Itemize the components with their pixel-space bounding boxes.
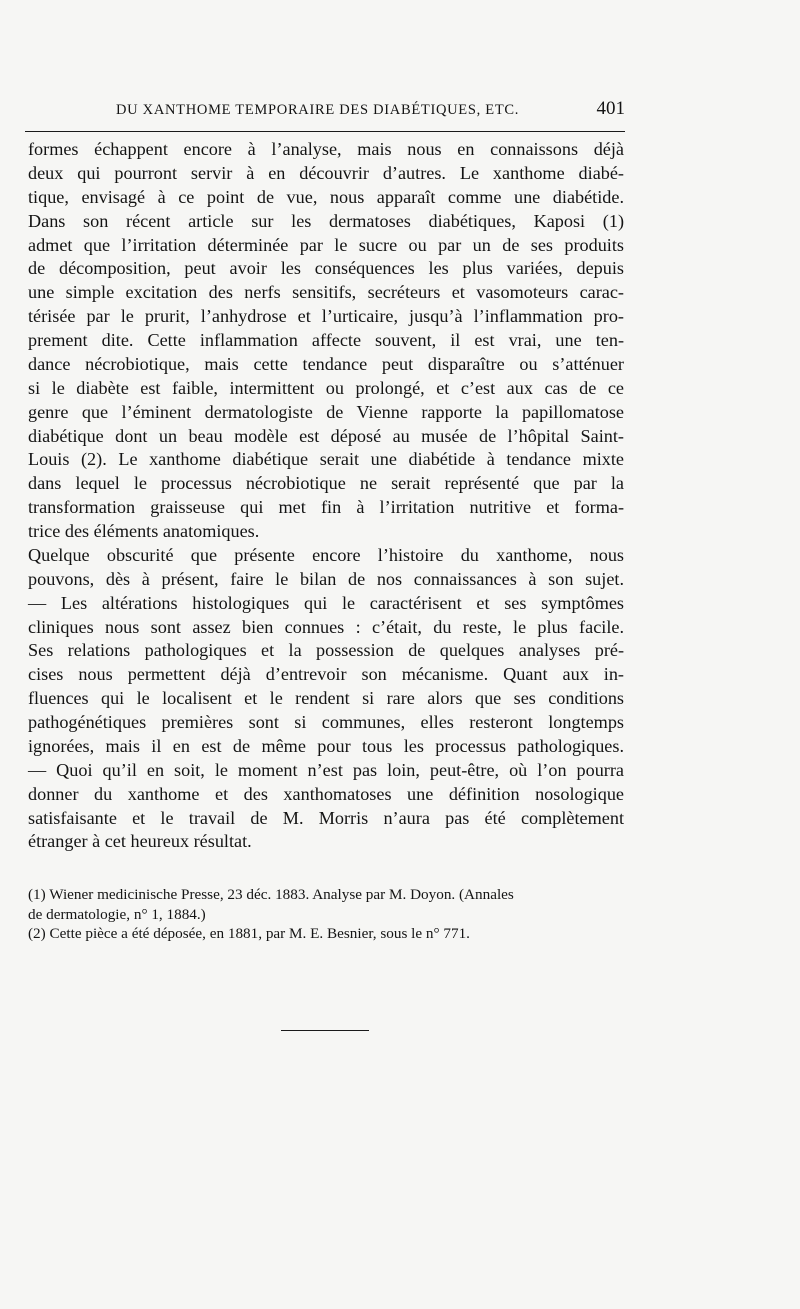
- text-line: deux qui pourront servir à en découvrir d’autres. Le xanthome diabé-: [28, 162, 624, 183]
- text-line: térisée par le prurit, l’anhydrose et l’urticaire, jusqu’à l’inflammation pro-: [28, 306, 624, 327]
- text-line: ignorées, mais il en est de même pour tous les processus pathologiques.: [28, 735, 624, 756]
- text-line: — Les altérations histologiques qui le caractérisent et ses symptômes: [28, 592, 624, 613]
- text-line: trice des éléments anatomiques.: [28, 521, 260, 541]
- text-line: formes échappent encore à l’analyse, mais nous en connaissons déjà: [28, 139, 624, 159]
- text-line: étranger à cet heureux résultat.: [28, 831, 252, 852]
- text-line: dance nécrobiotique, mais cette tendance peut disparaître ou s’atténuer: [28, 353, 624, 374]
- text-line: Louis (2). Le xanthome diabétique serait une diabétide à tendance mixte: [28, 449, 624, 470]
- text-line: de décomposition, peut avoir les conséquences les plus variées, depuis: [28, 258, 624, 279]
- footnotes: [28, 885, 624, 944]
- text-line: donner du xanthome et des xanthomatoses une définition nosologique: [28, 783, 624, 804]
- footnote-line: de dermatologie, n° 1, 1884.): [28, 905, 206, 923]
- text-line: Dans son récent article sur les dermatoses diabétiques, Kaposi (1): [28, 210, 624, 231]
- page-number: 401: [596, 98, 625, 119]
- running-head: [28, 98, 625, 124]
- text-line: satisfaisante et le travail de M. Morris n’aura pas été complètement: [28, 807, 624, 828]
- text-line: Quelque obscurité que présente encore l’histoire du xanthome, nous: [28, 544, 624, 565]
- text-line: admet que l’irritation déterminée par le sucre ou par un de ses produits: [28, 234, 624, 255]
- text-line: dans lequel le processus nécrobiotique ne serait représenté que par la: [28, 473, 624, 494]
- end-rule: [281, 1030, 369, 1031]
- text-line: genre que l’éminent dermatologiste de Vienne rapporte la papillomatose: [28, 401, 624, 422]
- text-line: fluences qui le localisent et le rendent si rare alors que ses conditions: [28, 688, 624, 709]
- body-text: [28, 138, 624, 854]
- text-line: pouvons, dès à présent, faire le bilan de nos connaissances à son sujet.: [28, 568, 624, 589]
- text-line: tique, envisagé à ce point de vue, nous apparaît comme une diabétide.: [28, 186, 624, 207]
- text-line: — Quoi qu’il en soit, le moment n’est pas loin, peut-être, où l’on pourra: [28, 759, 624, 780]
- footnote-line: (2) Cette pièce a été déposée, en 1881, par M. E. Besnier, sous le n° 771.: [28, 925, 470, 942]
- text-line: une simple excitation des nerfs sensitifs, secréteurs et vasomoteurs carac-: [28, 282, 624, 303]
- text-line: cises nous permettent déjà d’entrevoir son mécanisme. Quant aux in-: [28, 664, 624, 685]
- header-rule: [25, 131, 625, 132]
- running-title: DU XANTHOME TEMPORAIRE DES DIABÉTIQUES, ETC.: [116, 102, 520, 118]
- footnote-line: (1) Wiener medicinische Presse, 23 déc. 1883. Analyse par M. Doyon. (Annales: [28, 886, 514, 903]
- text-line: pathogénétiques premières sont si communes, elles resteront longtemps: [28, 712, 624, 732]
- text-line: diabétique dont un beau modèle est déposé au musée de l’hôpital Saint-: [28, 425, 624, 446]
- text-line: transformation graisseuse qui met fin à l’irritation nutritive et forma-: [28, 497, 624, 518]
- text-line: si le diabète est faible, intermittent ou prolongé, et c’est aux cas de ce: [28, 377, 624, 398]
- text-line: cliniques nous sont assez bien connues : c’était, du reste, le plus facile.: [28, 616, 624, 637]
- text-line: Ses relations pathologiques et la possession de quelques analyses pré-: [28, 640, 624, 661]
- text-line: prement dite. Cette inflammation affecte souvent, il est vrai, une ten-: [28, 330, 624, 350]
